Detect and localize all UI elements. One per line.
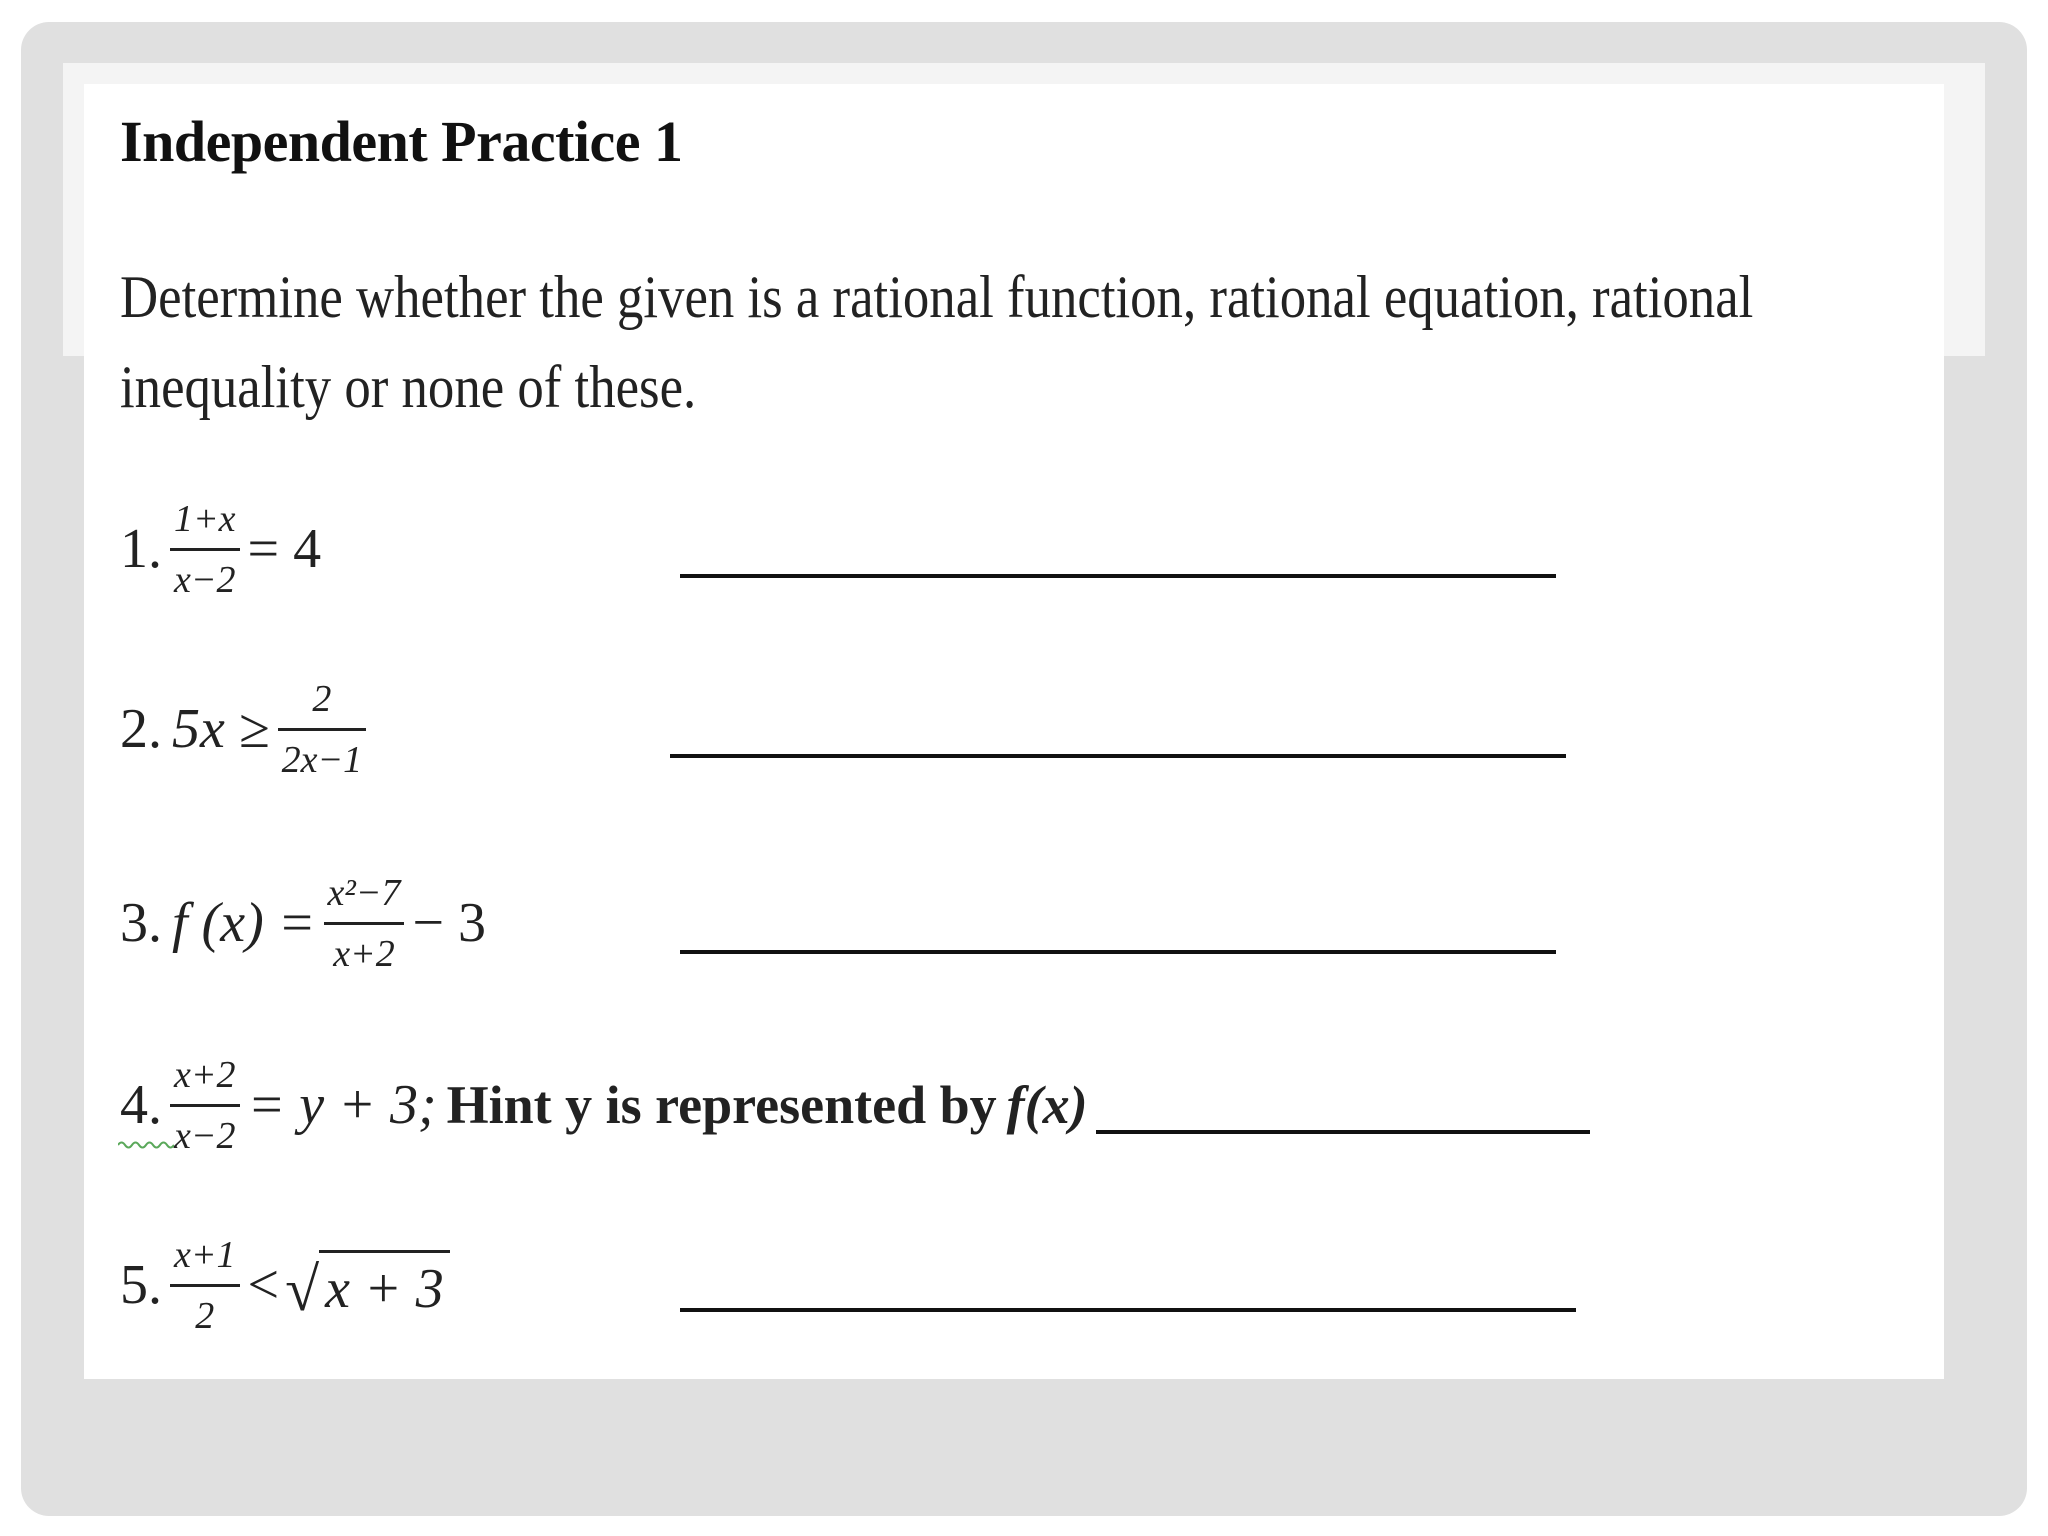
problem-5-denominator: 2 bbox=[195, 1294, 215, 1337]
problem-4 bbox=[120, 1040, 1088, 1170]
problem-3-lhs: f (x) = bbox=[172, 892, 316, 954]
problem-5-numerator: x+1 bbox=[174, 1233, 236, 1276]
answer-blank-2[interactable] bbox=[670, 754, 1566, 758]
problem-5-radicand: x + 3 bbox=[319, 1250, 450, 1321]
problem-2-numerator: 2 bbox=[312, 677, 332, 720]
problem-3-numerator: x²−7 bbox=[327, 871, 401, 914]
problem-5 bbox=[120, 1220, 450, 1350]
problem-2-number: 2. bbox=[120, 698, 162, 760]
problem-1-number: 1. bbox=[120, 518, 162, 580]
problem-3-rhs: − 3 bbox=[412, 892, 486, 954]
problem-2-fraction bbox=[278, 677, 367, 781]
problem-1-rhs: = 4 bbox=[247, 518, 322, 580]
instructions-line-2: inequality or none of these. bbox=[120, 354, 697, 420]
problem-3-number: 3. bbox=[120, 892, 162, 954]
problem-4-number: 4. bbox=[120, 1074, 162, 1136]
answer-blank-4[interactable] bbox=[1096, 1130, 1590, 1134]
answer-blank-3[interactable] bbox=[680, 950, 1556, 954]
problem-1 bbox=[120, 484, 321, 614]
problem-2 bbox=[120, 664, 374, 794]
answer-blank-1[interactable] bbox=[680, 574, 1556, 578]
problem-5-fraction bbox=[170, 1233, 240, 1337]
problem-1-denominator: x−2 bbox=[174, 558, 236, 601]
answer-blank-5[interactable] bbox=[680, 1308, 1576, 1312]
instructions bbox=[120, 252, 1754, 432]
instructions-line-1: Determine whether the given is a rational function, rational equation, rational bbox=[120, 264, 1754, 330]
problem-5-relation: < bbox=[247, 1254, 280, 1316]
problem-4-denominator: x−2 bbox=[174, 1114, 236, 1157]
problem-3-denominator: x+2 bbox=[333, 932, 395, 975]
worksheet-heading: Independent Practice 1 bbox=[120, 109, 683, 174]
problem-5-number: 5. bbox=[120, 1254, 162, 1316]
problem-3-fraction bbox=[324, 871, 405, 975]
sqrt-icon: √ bbox=[285, 1255, 320, 1324]
problem-4-hint-function: f(x) bbox=[1006, 1075, 1088, 1135]
problem-1-numerator: 1+x bbox=[174, 497, 236, 540]
problem-1-fraction bbox=[170, 497, 240, 601]
problem-4-rhs: = y + 3; bbox=[247, 1074, 437, 1136]
problem-2-denominator: 2x−1 bbox=[281, 738, 363, 781]
problem-3 bbox=[120, 858, 486, 988]
spellcheck-squiggle-icon bbox=[118, 1140, 174, 1150]
problem-4-fraction bbox=[170, 1053, 240, 1157]
problem-4-hint: Hint y is represented by bbox=[446, 1075, 997, 1135]
problem-5-sqrt bbox=[285, 1250, 450, 1324]
problem-2-lhs: 5x ≥ bbox=[172, 698, 270, 760]
problem-4-numerator: x+2 bbox=[174, 1053, 236, 1096]
